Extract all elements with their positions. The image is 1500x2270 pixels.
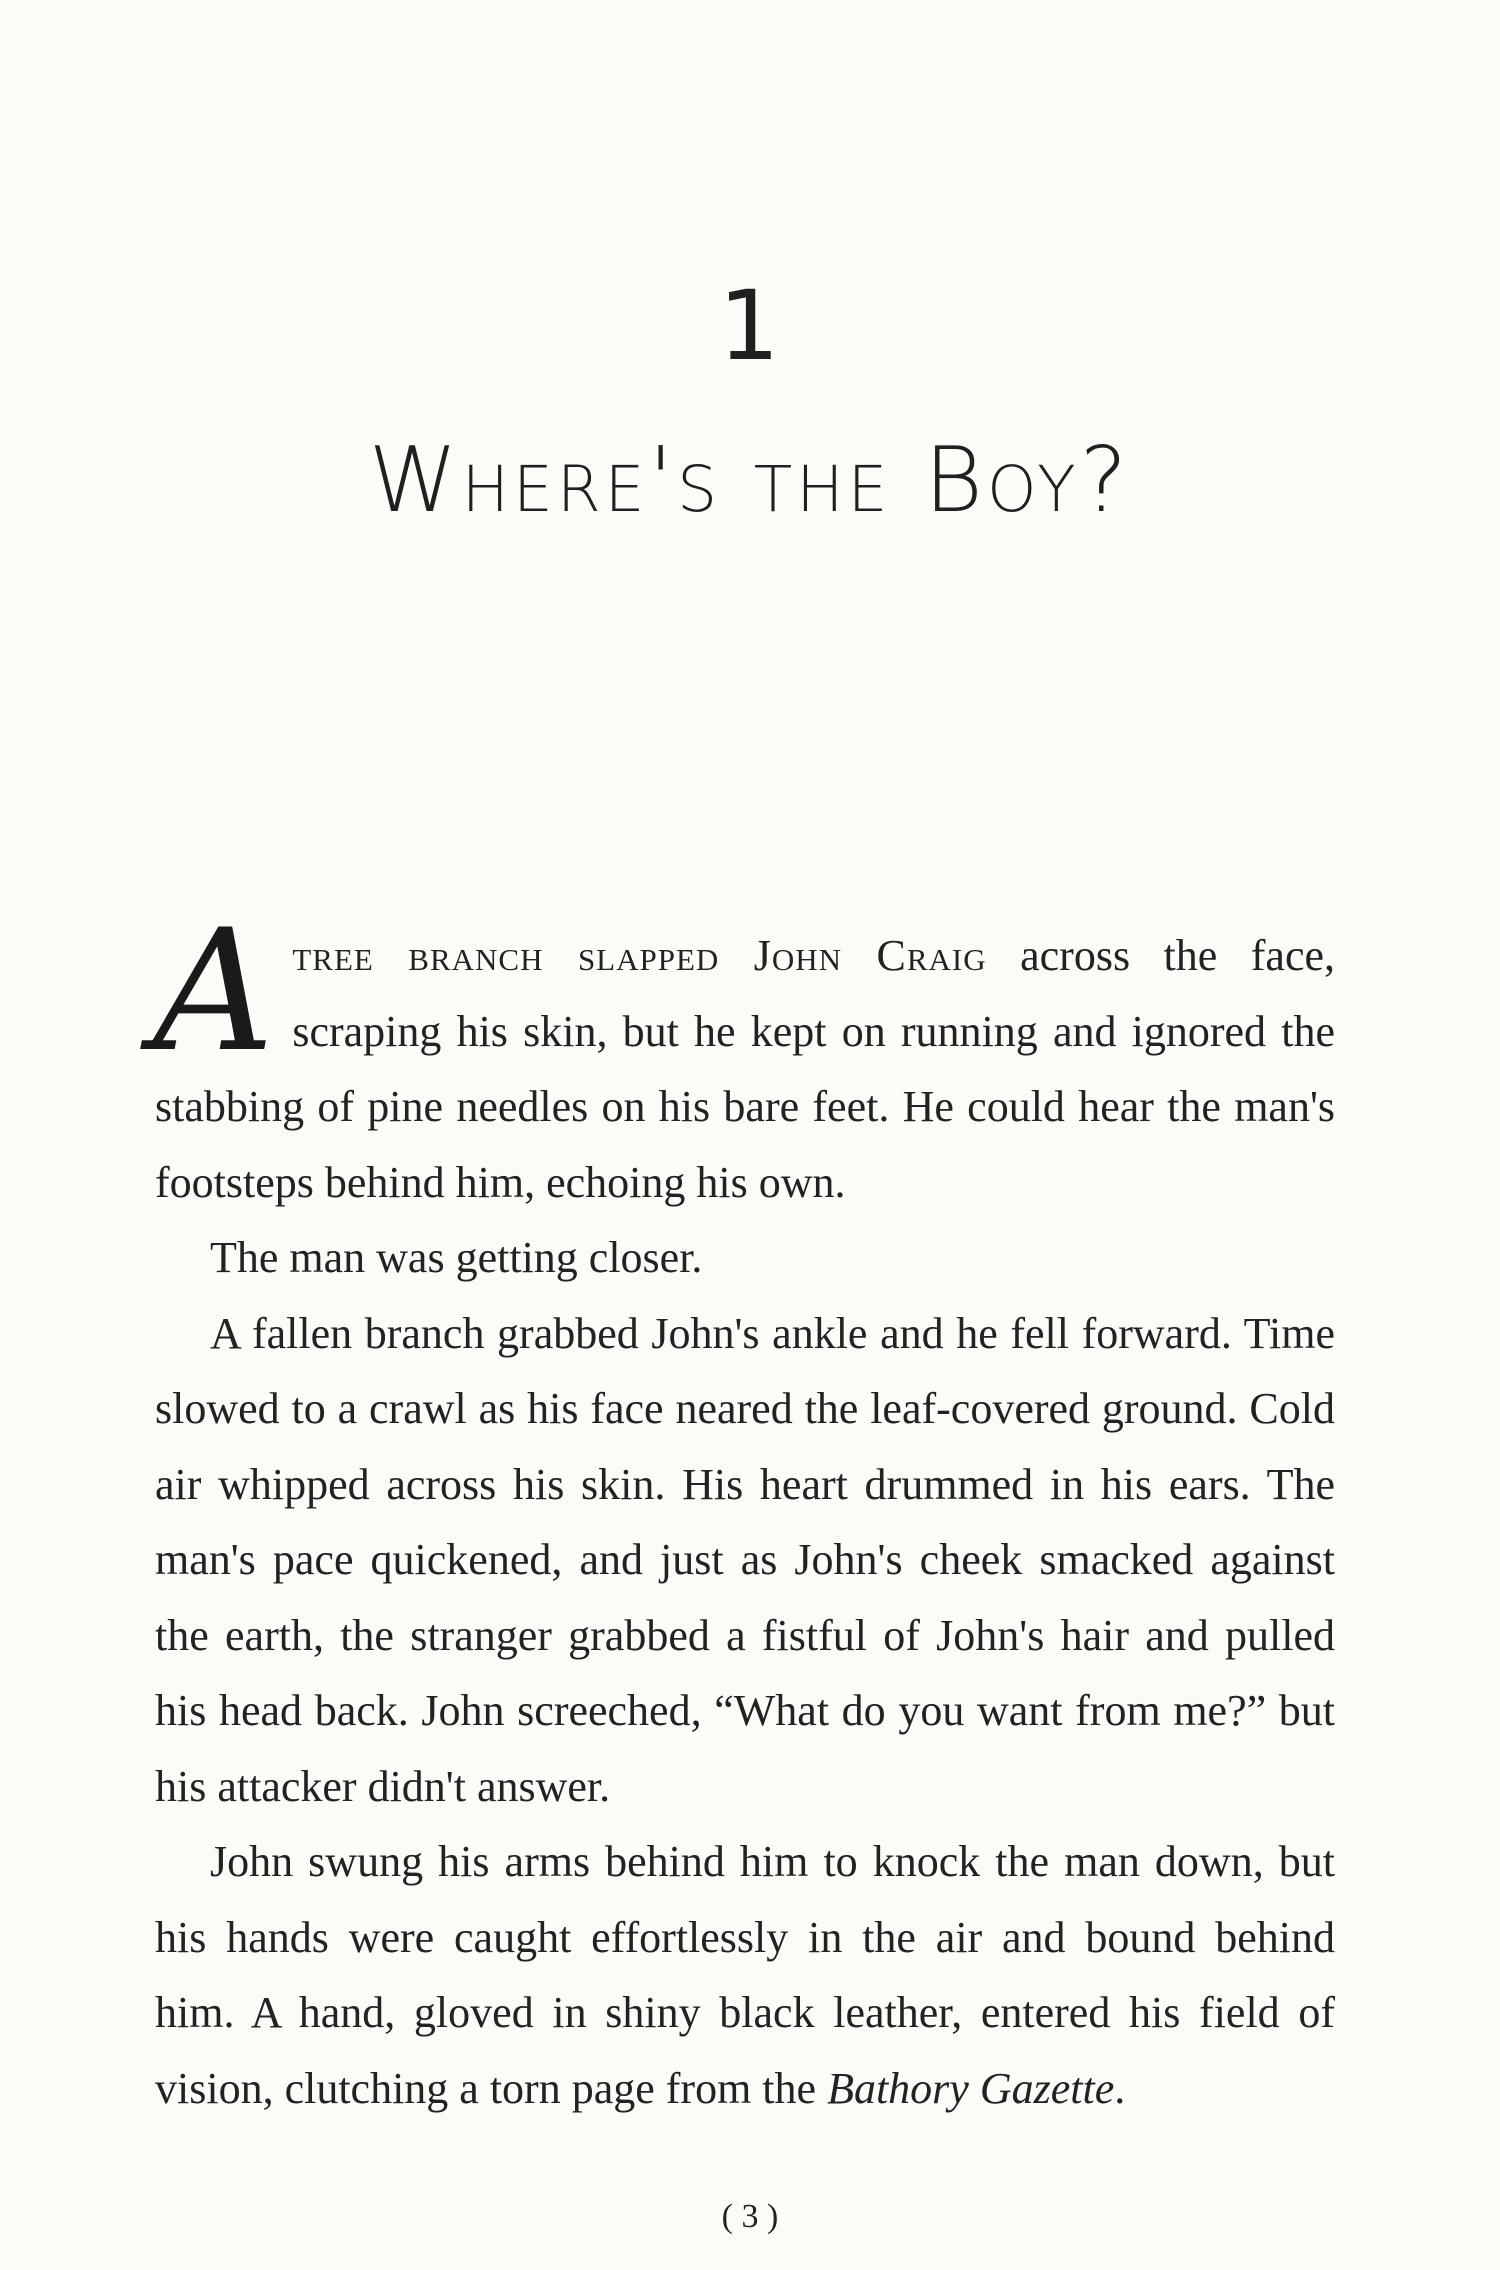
chapter-title: Where's the Boy? (368, 428, 1132, 533)
paragraph-3: A fallen branch grabbed John's ankle and he fell forward. Time slowed to a crawl as his face neared the leaf-covered ground. Cold air whipped across his skin. His heart drummed in his ears. The man's pace quickened, and just as John's cheek smacked against the earth, the stranger grabbed a fistful of John's hair and pulled his head back. John screeched, “What do you want from me?” but his attacker didn't answer. (155, 1308, 1335, 1811)
paragraph-1-text: across the face, scraping his skin, but he kept on running and ignored the stabbing of pine needles on his bare feet. He could hear the man's footsteps behind him, echoing his own. (155, 931, 1336, 1207)
small-caps-lead-in: tree branch slapped John Craig (292, 931, 987, 980)
drop-cap: A (153, 893, 275, 1089)
paragraph-4 (155, 1824, 1335, 2126)
paragraph-4-text: John swung his arms behind him to knock the man down, but his hands were caught effortlessly in the air and bound behind him. A hand, gloved in shiny black leather, entered his field of vision, clutching a torn page from the (155, 1837, 1335, 2113)
chapter-number: 1 (718, 270, 782, 382)
page-number: ( 3 ) (721, 2198, 779, 2235)
paragraph-2: The man was getting closer. (210, 1233, 703, 1282)
newspaper-title: Bathory Gazette (827, 2063, 1115, 2113)
paragraph-1 (153, 893, 1336, 1220)
chapter-body (153, 893, 1336, 2126)
paragraph-4-end: . (1114, 2063, 1126, 2113)
